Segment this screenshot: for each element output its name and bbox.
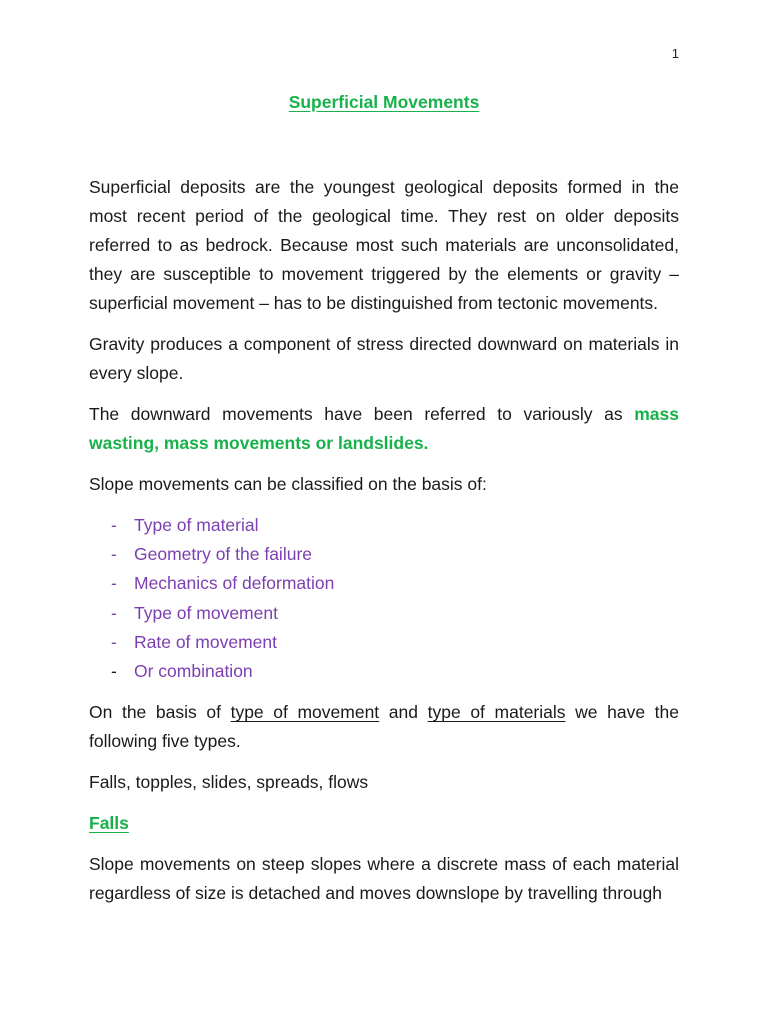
bullet-dash: - <box>111 602 117 623</box>
type-of-materials-underlined: type of materials <box>427 702 566 723</box>
list-item-label: Type of movement <box>134 602 278 623</box>
list-item <box>89 540 679 569</box>
paragraph-falls-description: Slope movements on steep slopes where a discrete mass of each material regardless of size is detached and moves downslope by travelling through <box>89 854 679 904</box>
list-item-label: Geometry of the failure <box>134 544 312 565</box>
paragraph-gravity: Gravity produces a component of stress directed downward on materials in every slope. <box>89 334 679 383</box>
page-title: Superficial Movements <box>288 92 480 112</box>
paragraph-five-types <box>89 698 679 756</box>
bullet-dash: - <box>111 631 117 652</box>
five-types-text-c: we have the following five types. <box>89 702 679 752</box>
bullet-dash: - <box>111 573 117 594</box>
classification-list <box>89 511 679 686</box>
list-item <box>89 569 679 598</box>
paragraph-classification-intro: Slope movements can be classified on the basis of: <box>89 474 487 494</box>
list-item-label: Type of material <box>134 515 259 535</box>
list-item <box>89 628 679 657</box>
paragraph-downward-movements <box>89 400 679 458</box>
list-item <box>89 511 679 540</box>
bullet-dash: - <box>111 515 117 535</box>
page-number: 1 <box>671 46 679 61</box>
paragraph-types-list: Falls, topples, slides, spreads, flows <box>89 772 369 793</box>
section-heading-falls: Falls <box>89 813 129 834</box>
list-item <box>89 599 679 628</box>
bullet-dash: - <box>111 661 117 682</box>
paragraph-superficial-deposits: Superficial deposits are the youngest geological deposits formed in the most recent period of the geological time. They rest on older deposits referred to as bedrock. Because most such materials are unconsolidated, they are susceptible to movement triggered by the elements or gravity – superficial movement – has to be distinguished from tectonic movements. <box>89 177 679 313</box>
type-of-movement-underlined: type of movement <box>230 702 380 723</box>
five-types-text-a: On the basis of <box>89 702 231 723</box>
downward-movements-text: The downward movements have been referred to variously as <box>89 404 635 424</box>
bullet-dash: - <box>111 544 117 565</box>
mass-wasting-highlight: mass wasting, mass movements or landslides. <box>89 404 679 453</box>
five-types-text-b: and <box>379 702 428 723</box>
list-item-label: Rate of movement <box>134 631 277 652</box>
list-item-label: Mechanics of deformation <box>134 573 335 594</box>
document-body <box>89 173 679 920</box>
list-item <box>89 657 679 686</box>
list-item-label: Or combination <box>134 661 253 682</box>
